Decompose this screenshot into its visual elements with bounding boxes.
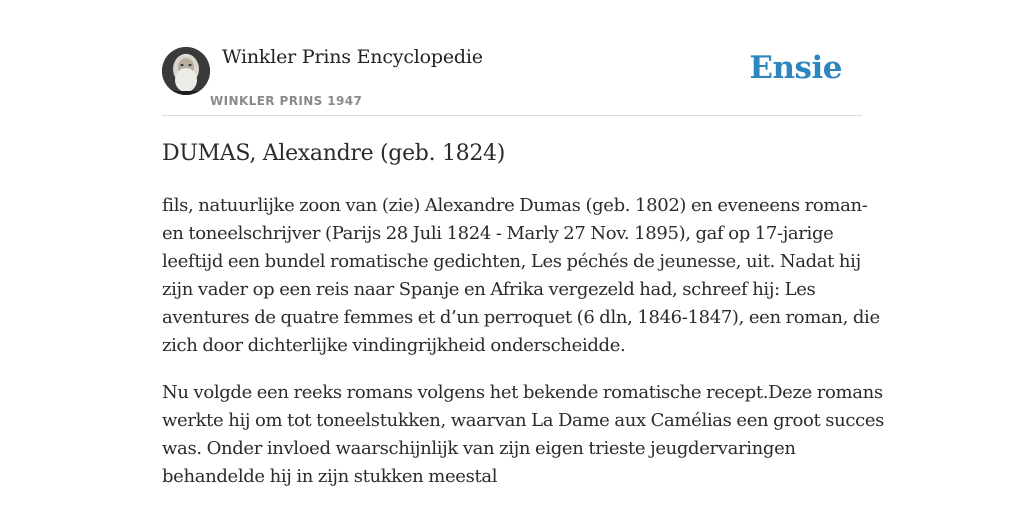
text-line: aventures de quatre femmes et d’un perroquet (6 dln, 1846-1847), een roman, die <box>162 307 880 328</box>
brand-logo[interactable]: Ensie <box>749 50 842 86</box>
text-line: behandelde hij in zijn stukken meestal <box>162 466 498 487</box>
header-divider <box>162 115 862 116</box>
entry-paragraph-2 <box>162 379 885 491</box>
portrait-image <box>162 47 210 95</box>
text-line: was. Onder invloed waarschijnlijk van zijn eigen trieste jeugdervaringen <box>162 438 796 459</box>
text-line: werkte hij om tot toneelstukken, waarvan La Dame aux Camélias een groot succes <box>162 410 885 431</box>
text-line: leeftijd een bundel romatische gedichten, Les péchés de jeunesse, uit. Nadat hij <box>162 251 861 272</box>
entry-title: DUMAS, Alexandre (geb. 1824) <box>162 141 506 166</box>
text-line: Nu volgde een reeks romans volgens het bekende romatische recept.Deze romans <box>162 382 883 403</box>
entry-card <box>162 0 885 512</box>
text-line: zijn vader op een reis naar Spanje en Afrika vergezeld had, schreef hij: Les <box>162 279 816 300</box>
author-avatar[interactable] <box>162 47 210 95</box>
source-title[interactable]: Winkler Prins Encyclopedie <box>222 46 483 68</box>
text-line: en toneelschrijver (Parijs 28 Juli 1824 - Marly 27 Nov. 1895), gaf op 17-jarige <box>162 223 834 244</box>
text-line: fils, natuurlijke zoon van (zie) Alexandre Dumas (geb. 1802) en eveneens roman- <box>162 195 868 216</box>
source-subtitle[interactable]: WINKLER PRINS 1947 <box>210 94 363 108</box>
entry-paragraph-1 <box>162 192 880 360</box>
text-line: zich door dichterlijke vindingrijkheid onderscheidde. <box>162 335 626 356</box>
